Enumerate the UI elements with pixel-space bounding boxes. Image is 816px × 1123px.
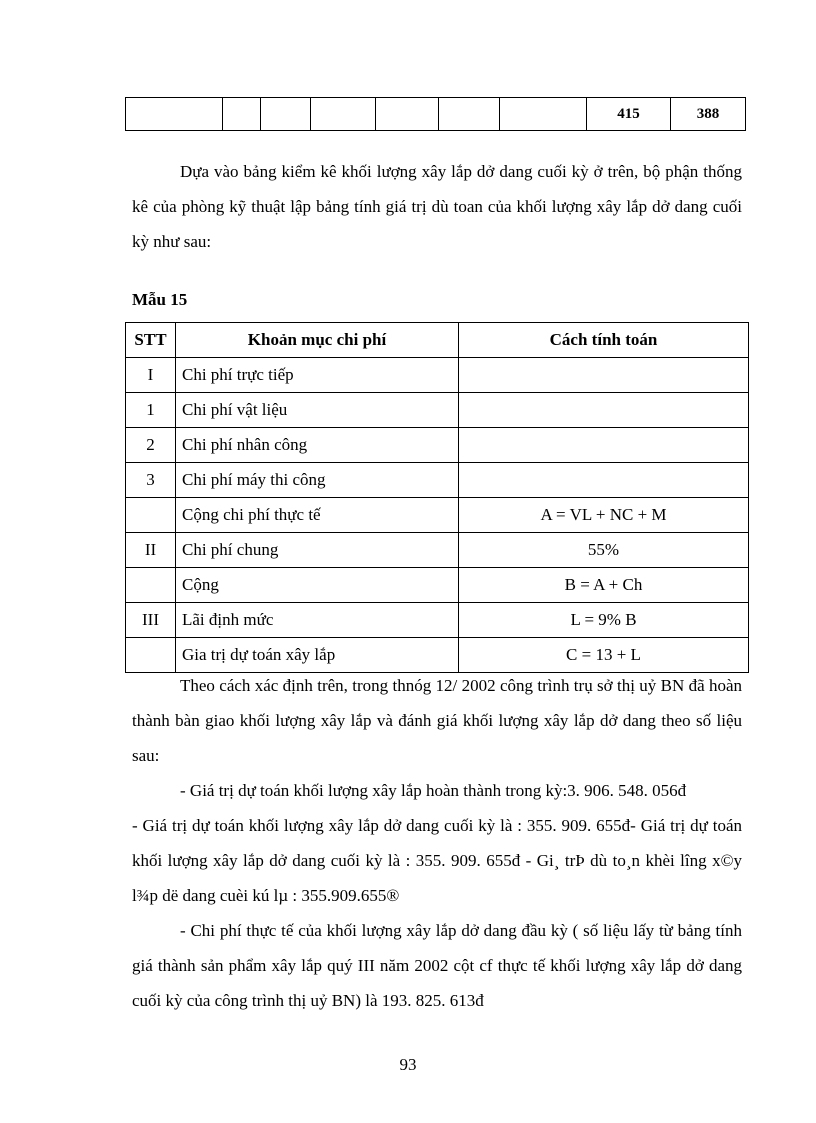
table-row <box>126 98 746 131</box>
row-item: Chi phí trực tiếp <box>176 358 459 393</box>
row-item: Chi phí chung <box>176 533 459 568</box>
intro-paragraph: Dựa vào bảng kiểm kê khối lượng xây lắp dở dang cuối kỳ ở trên, bộ phận thống kê của phòng kỹ thuật lập bảng tính giá trị dù toan của khối lượng xây lắp dở dang cuối kỳ như sau: <box>132 162 742 251</box>
column-header-item: Khoản mục chi phí <box>176 323 459 358</box>
page-number: 93 <box>399 1055 417 1074</box>
table-row <box>126 568 749 603</box>
body-paragraph-4: - Giá trị dự toán khối lượng xây lắp dở dang cuối kỳ là : 355. 909. 655đ- Giá trị dự toán khối lượng xây lắp dở dang cuối kỳ là : 355. 909. 655đ - Gi¸ trÞ dù to¸n khèi lîng x©y l¾p dë dang cuèi kú lµ : 355.909.655® <box>132 816 742 905</box>
row-stt: 2 <box>126 428 176 463</box>
row-stt: 3 <box>126 463 176 498</box>
row-calc: B = A + Ch <box>459 568 749 603</box>
table-row <box>126 533 749 568</box>
row-item: Cộng <box>176 568 459 603</box>
table-cell <box>376 98 439 131</box>
row-calc <box>459 358 749 393</box>
row-calc: L = 9% B <box>459 603 749 638</box>
row-calc <box>459 428 749 463</box>
table-row <box>126 603 749 638</box>
body-paragraph-2: Theo cách xác định trên, trong thnóg 12/ 2002 công trình trụ sở thị uỷ BN đã hoàn thành bàn giao khối lượng xây lắp và đánh giá khối lượng xây lắp dở dang theo số liệu sau: <box>132 676 742 765</box>
row-calc: 55% <box>459 533 749 568</box>
row-item: Chi phí nhân công <box>176 428 459 463</box>
cost-table <box>125 322 749 673</box>
table-cell: 415 <box>587 98 671 131</box>
column-header-stt: STT <box>126 323 176 358</box>
row-stt: I <box>126 358 176 393</box>
row-item: Lãi định mức <box>176 603 459 638</box>
table-row <box>126 393 749 428</box>
table-cell: 388 <box>671 98 746 131</box>
row-stt: II <box>126 533 176 568</box>
table-cell <box>500 98 587 131</box>
table-cell <box>261 98 311 131</box>
row-stt: 1 <box>126 393 176 428</box>
row-item: Gia trị dự toán xây lắp <box>176 638 459 673</box>
row-item: Chi phí máy thi công <box>176 463 459 498</box>
table-cell <box>311 98 376 131</box>
row-item: Chi phí vật liệu <box>176 393 459 428</box>
table-row <box>126 463 749 498</box>
table-row <box>126 498 749 533</box>
body-paragraph-3: - Giá trị dự toán khối lượng xây lắp hoàn thành trong kỳ:3. 906. 548. 056đ <box>180 781 687 800</box>
row-stt: III <box>126 603 176 638</box>
form-title: Mẫu 15 <box>132 290 188 309</box>
row-calc: A = VL + NC + M <box>459 498 749 533</box>
body-paragraph-5: - Chi phí thực tế của khối lượng xây lắp dở dang đầu kỳ ( số liệu lấy từ bảng tính giá thành sản phẩm xây lắp quý III năm 2002 cột cf thực tế khối lượng xây lắp dở dang cuối kỳ của công trình thị uỷ BN) là 193. 825. 613đ <box>132 921 742 1010</box>
table-row <box>126 358 749 393</box>
column-header-calc: Cách tính toán <box>459 323 749 358</box>
table-cell <box>223 98 261 131</box>
row-item: Cộng chi phí thực tế <box>176 498 459 533</box>
table-header-row <box>126 323 749 358</box>
table-cell <box>126 98 223 131</box>
row-stt <box>126 568 176 603</box>
row-calc <box>459 463 749 498</box>
table-cell <box>439 98 500 131</box>
row-stt <box>126 498 176 533</box>
table-row <box>126 428 749 463</box>
row-calc <box>459 393 749 428</box>
row-calc: C = 13 + L <box>459 638 749 673</box>
top-table-fragment <box>125 97 746 131</box>
